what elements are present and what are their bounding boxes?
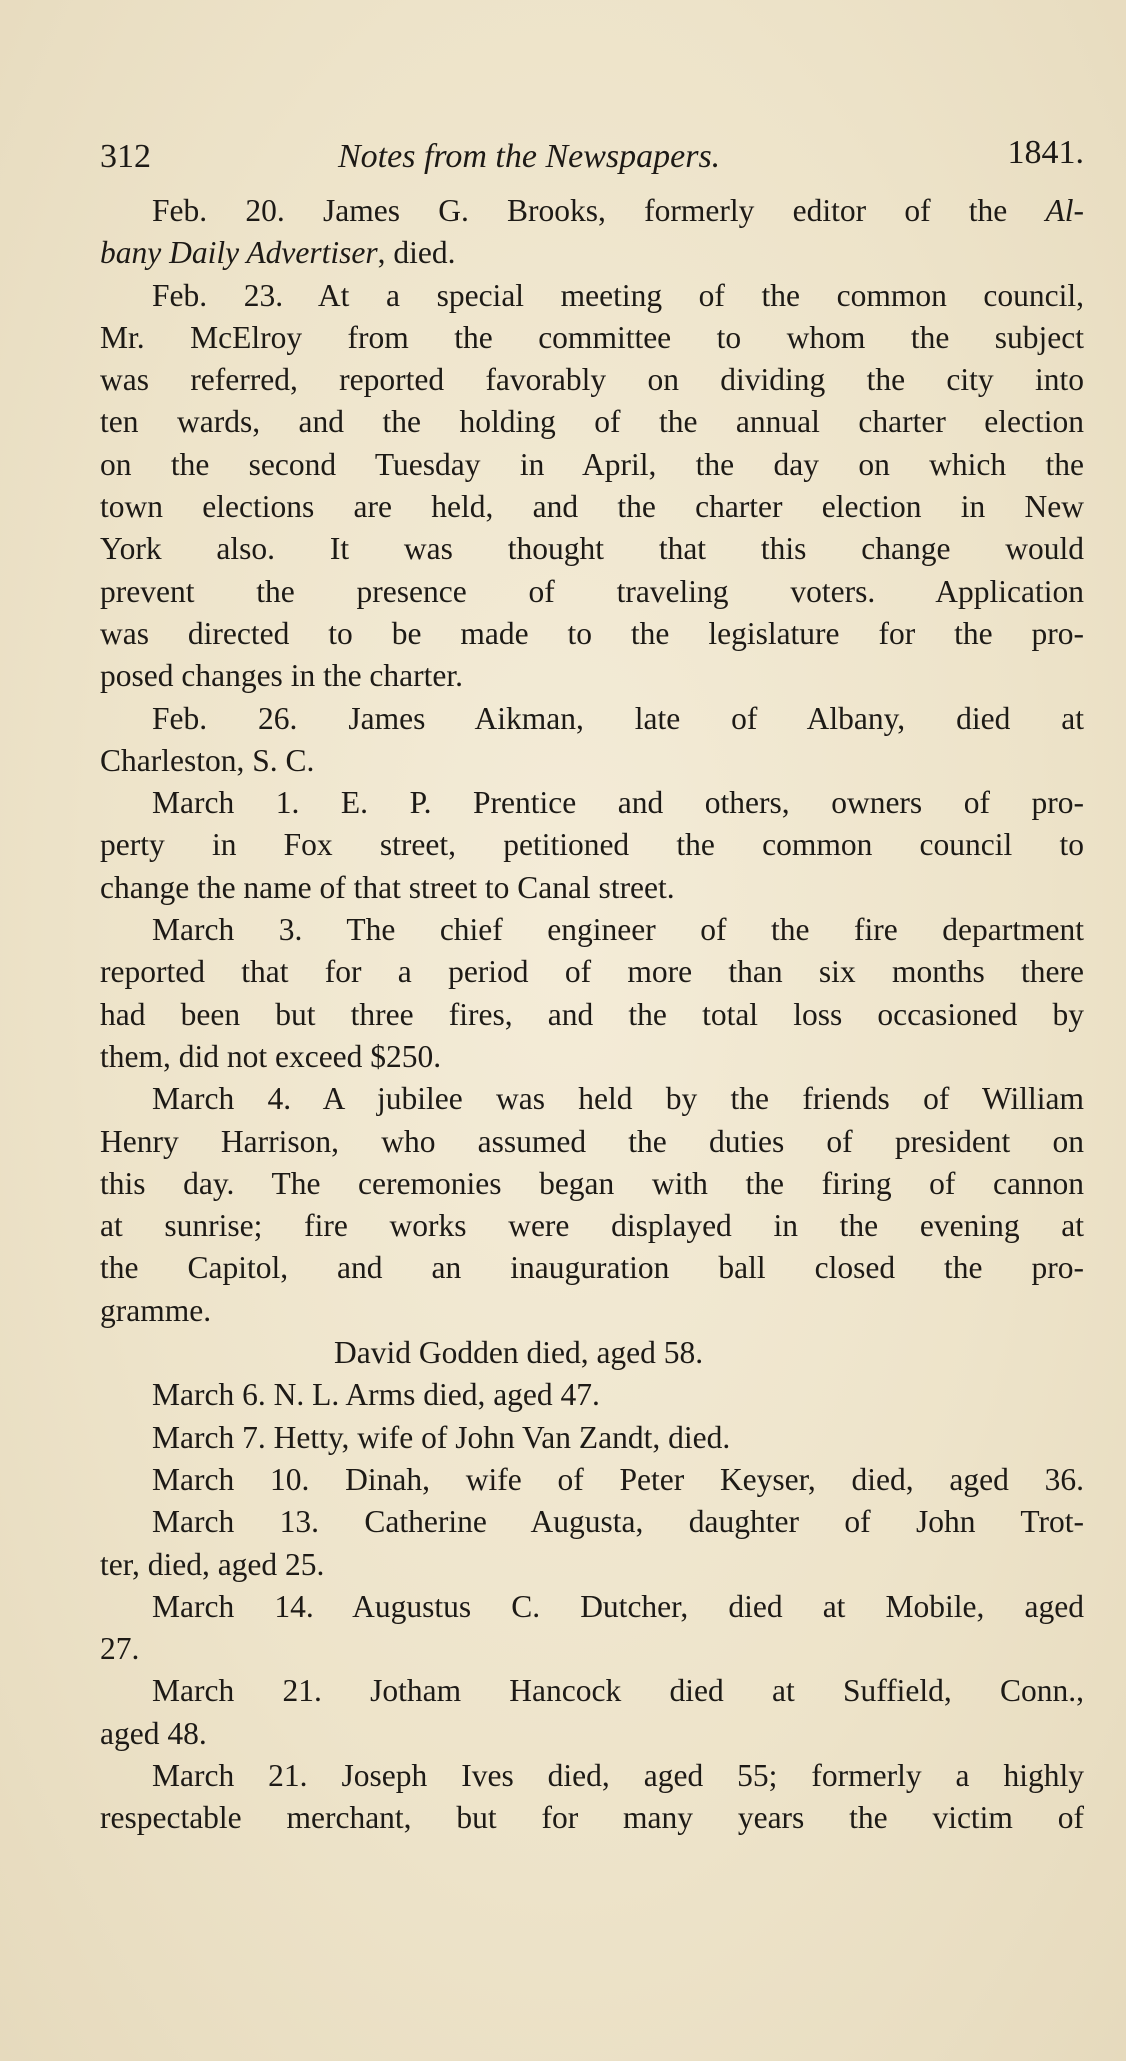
text-line: Charleston, S. C. (100, 742, 315, 778)
text-line: at sunrise; fire works were displayed in the evening at (100, 1208, 1084, 1244)
text-line: March 13. Catherine Augusta, daughter of John Trot- (152, 1504, 1084, 1540)
text-line: was directed to be made to the legislature for the pro- (100, 615, 1084, 651)
text-line: ten wards, and the holding of the annual charter election (100, 404, 1084, 440)
text-line: Mr. McElroy from the committee to whom the subject (100, 319, 1084, 355)
text-line: Feb. 20. James G. Brooks, formerly editor of the Al- (152, 193, 1084, 228)
text-line: the Capitol, and an inauguration ball closed the pro- (100, 1250, 1084, 1286)
text-line: prevent the presence of traveling voters. Application (100, 573, 1084, 609)
entry-march-10 (100, 1459, 1084, 1501)
text-line: March 14. Augustus C. Dutcher, died at Mobile, aged (152, 1588, 1084, 1624)
text-line: March 21. Jotham Hancock died at Suffield, Conn., (152, 1673, 1084, 1709)
text-line: reported that for a period of more than six months there (100, 954, 1084, 990)
entry-march-6 (100, 1374, 1084, 1416)
text-line: was referred, reported favorably on dividing the city into (100, 362, 1084, 398)
entry-march-13 (100, 1501, 1084, 1586)
text-line: March 1. E. P. Prentice and others, owners of pro- (152, 785, 1084, 821)
text-line: March 10. Dinah, wife of Peter Keyser, died, aged 36. (152, 1461, 1084, 1497)
text-line: Feb. 23. At a special meeting of the common council, (152, 277, 1084, 313)
book-page (100, 128, 1084, 1840)
entry-march-3 (100, 909, 1084, 1078)
running-head (100, 128, 1084, 184)
entry-feb-23 (100, 275, 1084, 698)
entry-march-4-godden (100, 1332, 1084, 1374)
text-line: March 3. The chief engineer of the fire department (152, 912, 1084, 948)
text-line: town elections are held, and the charter election in New (100, 489, 1084, 525)
text-line: David Godden died, aged 58. (334, 1335, 704, 1371)
text-line: March 4. A jubilee was held by the friends of William (152, 1081, 1084, 1117)
entry-march-1 (100, 782, 1084, 909)
text-line: posed changes in the charter. (100, 658, 463, 694)
entry-march-21-hancock (100, 1670, 1084, 1755)
page-number: 312 (100, 138, 151, 175)
text-line: Henry Harrison, who assumed the duties of president on (100, 1123, 1084, 1159)
text-line: this day. The ceremonies began with the firing of cannon (100, 1165, 1084, 1201)
text-line: bany Daily Advertiser, died. (100, 235, 456, 271)
entry-march-21-ives (100, 1755, 1084, 1840)
text-line: had been but three fires, and the total loss occasioned by (100, 996, 1084, 1032)
running-year: 1841. (1007, 134, 1084, 171)
text-line: York also. It was thought that this change would (100, 531, 1084, 567)
running-title: Notes from the Newspapers. (338, 138, 721, 175)
text-line: March 21. Joseph Ives died, aged 55; formerly a highly (152, 1757, 1084, 1793)
text-line: 27. (100, 1631, 140, 1667)
text-line: them, did not exceed $250. (100, 1038, 442, 1074)
text-line: on the second Tuesday in April, the day on which the (100, 446, 1084, 482)
text-line: Feb. 26. James Aikman, late of Albany, died at (152, 700, 1084, 736)
text-line: March 7. Hetty, wife of John Van Zandt, died. (152, 1419, 731, 1455)
text-line: ter, died, aged 25. (100, 1546, 325, 1582)
text-line: perty in Fox street, petitioned the common council to (100, 827, 1084, 863)
text-line: change the name of that street to Canal street. (100, 869, 675, 905)
entry-march-4 (100, 1078, 1084, 1332)
entry-feb-20 (100, 190, 1084, 275)
page-body (100, 190, 1084, 1840)
entry-march-14 (100, 1586, 1084, 1671)
text-line: respectable merchant, but for many years the victim of (100, 1800, 1084, 1836)
entry-feb-26 (100, 698, 1084, 783)
text-line: gramme. (100, 1292, 212, 1328)
entry-march-7 (100, 1417, 1084, 1459)
text-line: aged 48. (100, 1715, 207, 1751)
text-line: March 6. N. L. Arms died, aged 47. (152, 1377, 600, 1413)
